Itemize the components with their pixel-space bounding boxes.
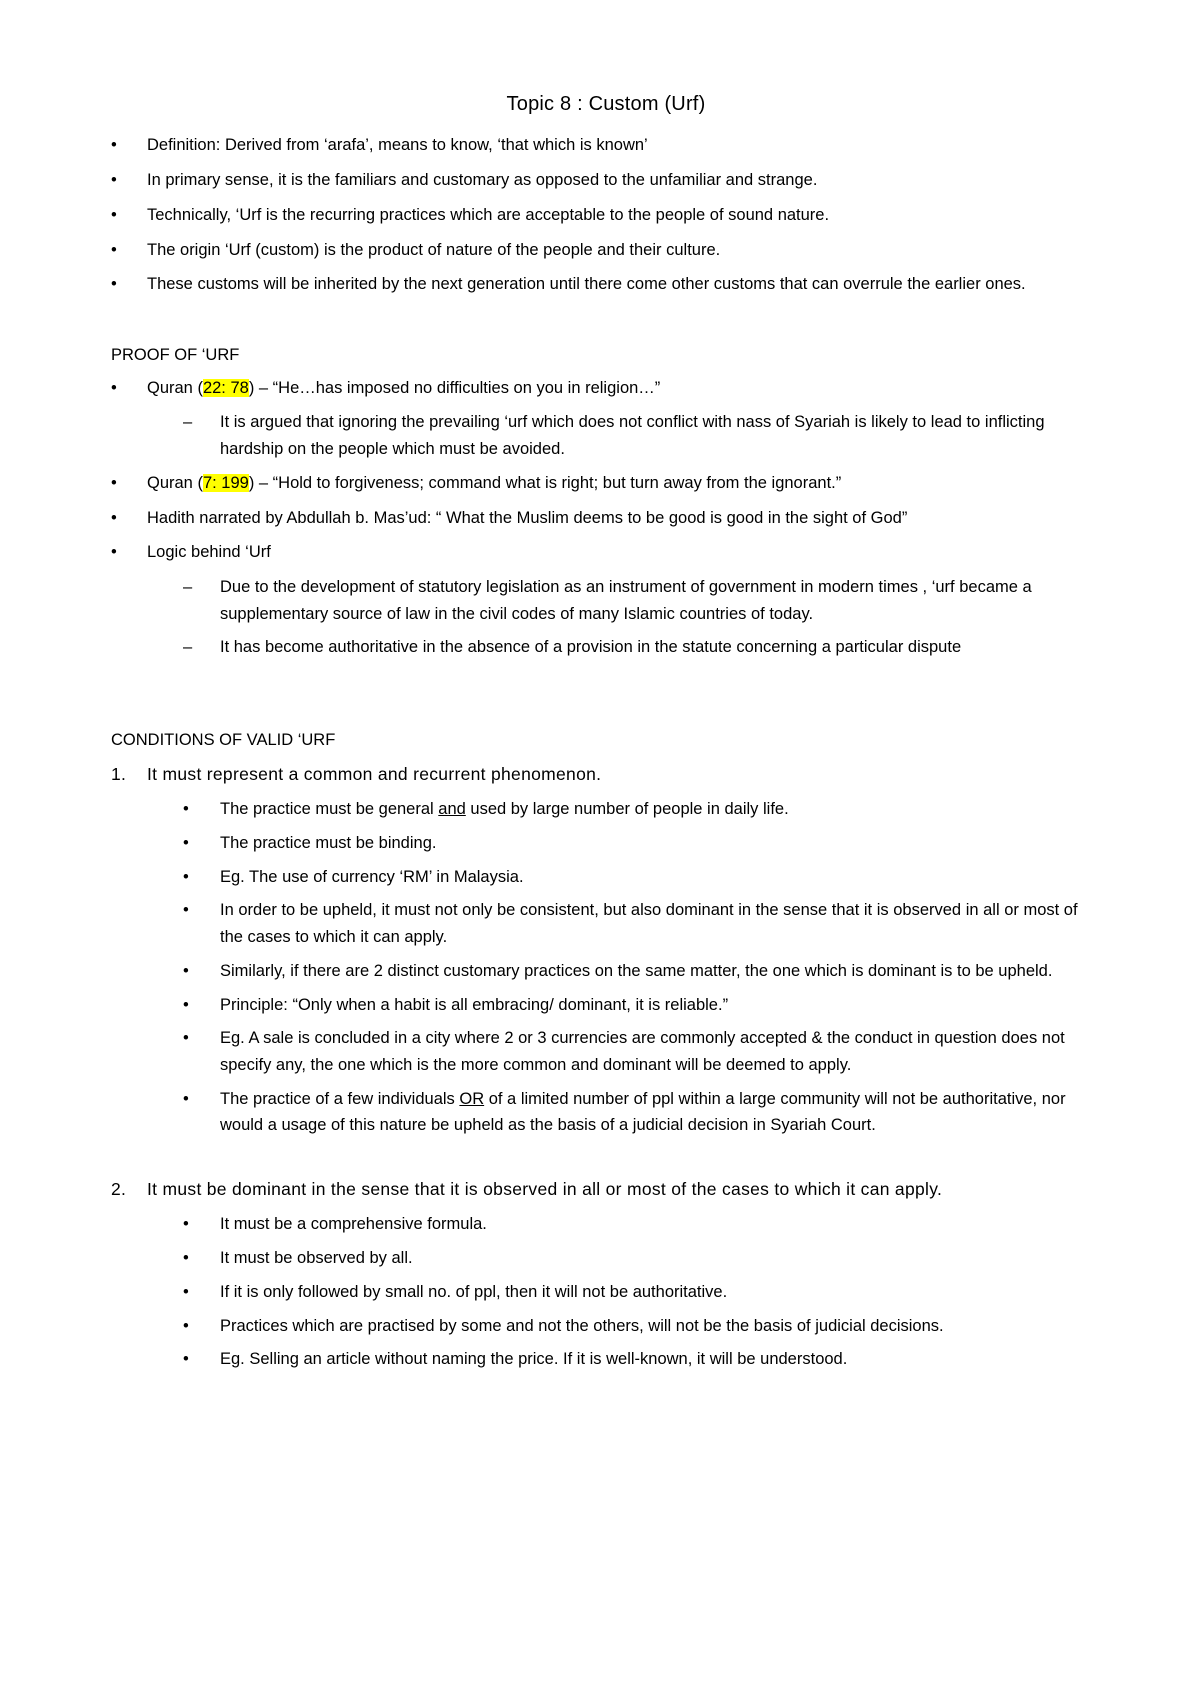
bullet-icon: • — [183, 833, 189, 852]
highlighted-reference: 7: 199 — [202, 473, 249, 492]
bullet-icon: • — [183, 1249, 189, 1268]
bullet-icon: • — [111, 543, 117, 562]
bullet-icon: • — [183, 867, 189, 886]
bullet-icon: • — [111, 171, 117, 190]
intro-list — [111, 132, 1101, 298]
bullet-icon: • — [183, 995, 189, 1014]
bullet-icon: • — [183, 1089, 189, 1108]
condition-item: 1. It must represent a common and recurrent phenomenon. — [111, 760, 1101, 788]
bullet-icon: • — [183, 1316, 189, 1335]
list-item: • Quran (7: 199) – “Hold to forgiveness; command what is right; but turn away from the ignorant.” — [111, 470, 1101, 497]
list-item: • Technically, ‘Urf is the recurring practices which are acceptable to the people of sound nature. — [111, 202, 1101, 229]
bullet-icon: • — [183, 800, 189, 819]
bullet-icon: • — [111, 136, 117, 155]
list-item: • The practice must be general and used by large number of people in daily life. — [111, 796, 1101, 823]
bullet-icon: • — [183, 901, 189, 920]
bullet-icon: • — [183, 1029, 189, 1048]
list-item: • Quran (22: 78) – “He…has imposed no difficulties on you in religion…” — [111, 375, 1101, 402]
bullet-icon: • — [183, 1350, 189, 1369]
page-title: Topic 8 : Custom (Urf) — [506, 93, 706, 115]
number-marker: 2. — [111, 1179, 127, 1200]
underlined-word: OR — [459, 1089, 485, 1108]
list-item: • Similarly, if there are 2 distinct customary practices on the same matter, the one which is dominant is to be upheld. — [111, 958, 1101, 985]
conditions-heading: CONDITIONS OF VALID ‘URF — [111, 731, 336, 750]
proof-list — [111, 375, 1101, 661]
list-item: – It has become authoritative in the absence of a provision in the statute concerning a particular dispute — [111, 634, 1101, 661]
list-item: • These customs will be inherited by the next generation until there come other customs that can overrule the earlier ones. — [111, 271, 1101, 298]
list-item: • It must be a comprehensive formula. — [111, 1211, 1101, 1238]
condition-1-list — [111, 796, 1101, 1139]
bullet-icon: • — [111, 240, 117, 259]
dash-icon: – — [183, 578, 193, 597]
bullet-icon: • — [111, 378, 117, 397]
condition-2-list — [111, 1211, 1101, 1373]
highlighted-reference: 22: 78 — [202, 378, 249, 397]
bullet-icon: • — [111, 275, 117, 294]
bullet-icon: • — [183, 1215, 189, 1234]
dash-icon: – — [183, 638, 193, 657]
document-content — [111, 88, 1101, 1380]
conditions-list — [111, 760, 1101, 788]
list-item: • In order to be upheld, it must not only be consistent, but also dominant in the sense that it is observed in all or most of the cases to which it can apply. — [111, 897, 1101, 950]
bullet-icon: • — [183, 961, 189, 980]
bullet-icon: • — [111, 205, 117, 224]
list-item: • The origin ‘Urf (custom) is the product of nature of the people and their culture. — [111, 237, 1101, 264]
bullet-icon: • — [183, 1282, 189, 1301]
list-item: – Due to the development of statutory legislation as an instrument of government in modern times , ‘urf became a supplementary source of law in the civil codes of many Islamic countries of today. — [111, 574, 1101, 627]
list-item: • If it is only followed by small no. of ppl, then it will not be authoritative. — [111, 1279, 1101, 1306]
list-item: • Principle: “Only when a habit is all embracing/ dominant, it is reliable.” — [111, 992, 1101, 1019]
condition-item: 2. It must be dominant in the sense that it is observed in all or most of the cases to which it can apply. — [111, 1175, 1101, 1203]
list-item: • Hadith narrated by Abdullah b. Mas’ud: “ What the Muslim deems to be good is good in the sight of God” — [111, 505, 1101, 532]
list-item: • The practice of a few individuals OR of a limited number of ppl within a large community will not be authoritative, nor would a usage of this nature be upheld as the basis of a judicial decision in Syariah Court. — [111, 1086, 1101, 1139]
list-item: • Practices which are practised by some and not the others, will not be the basis of judicial decisions. — [111, 1313, 1101, 1340]
bullet-icon: • — [111, 508, 117, 527]
list-item: • Eg. A sale is concluded in a city where 2 or 3 currencies are commonly accepted & the conduct in question does not specify any, the one which is the more common and dominant will be deemed to apply. — [111, 1025, 1101, 1078]
list-item: – It is argued that ignoring the prevailing ‘urf which does not conflict with nass of Syariah is likely to lead to inflicting hardship on the people which must be avoided. — [111, 409, 1101, 462]
list-item: • Definition: Derived from ‘arafa’, means to know, ‘that which is known’ — [111, 132, 1101, 159]
number-marker: 1. — [111, 763, 127, 784]
list-item: • It must be observed by all. — [111, 1245, 1101, 1272]
proof-heading: PROOF OF ‘URF — [111, 345, 240, 364]
conditions-list-continued — [111, 1175, 1101, 1203]
list-item: • Logic behind ‘Urf — [111, 539, 1101, 566]
list-item: • The practice must be binding. — [111, 830, 1101, 857]
underlined-word: and — [438, 800, 466, 819]
bullet-icon: • — [111, 473, 117, 492]
list-item: • Eg. Selling an article without naming the price. If it is well-known, it will be understood. — [111, 1346, 1101, 1373]
list-item: • Eg. The use of currency ‘RM’ in Malaysia. — [111, 864, 1101, 891]
list-item: • In primary sense, it is the familiars and customary as opposed to the unfamiliar and strange. — [111, 167, 1101, 194]
dash-icon: – — [183, 413, 193, 432]
